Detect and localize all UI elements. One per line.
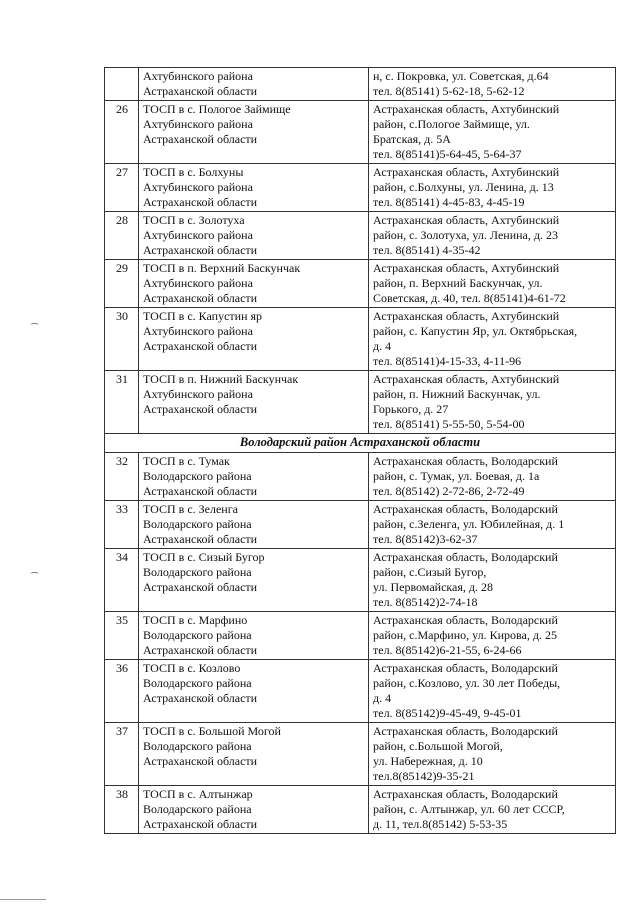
address-line: район, п. Нижний Баскунчак, ул. [373,387,541,401]
address-line: район, с.Марфино, ул. Кирова, д. 25 [373,628,557,642]
office-name-line: ТОСП в с. Тумак [143,454,230,468]
office-name-cell [139,453,369,501]
address-line: Астраханская область, Ахтубинский [373,309,560,323]
address-line: район, с.Болхуны, ул. Ленина, д. 13 [373,180,554,194]
address-cell [369,549,616,612]
address-line: ул. Набережная, д. 10 [373,754,483,768]
address-line: тел. 8(85142) 2-72-86, 2-72-49 [373,484,525,498]
address-line: район, с.Козлово, ул. 30 лет Победы, [373,676,561,690]
office-name-line: ТОСП в с. Болхуны [143,165,244,179]
address-line: д. 4 [373,691,392,705]
office-name-line: Володарского района [143,469,252,483]
address-line: тел. 8(85141)4-15-33, 4-11-96 [373,354,522,368]
address-line: Братская, д. 5А [373,132,451,146]
office-name-cell [139,723,369,786]
table-row [105,260,616,308]
address-line: тел. 8(85141) 5-55-50, 5-54-00 [373,417,525,431]
table-row [105,371,616,434]
office-name-line: ТОСП в с. Сизый Бугор [143,550,265,564]
row-number: 33 [105,501,139,549]
office-name-cell [139,371,369,434]
table-row [105,501,616,549]
address-line: тел. 8(85141) 4-35-42 [373,243,481,257]
address-line: район, с. Капустин Яр, ул. Октябрьская, [373,324,578,338]
address-line: район, с.Зеленга, ул. Юбилейная, д. 1 [373,517,565,531]
table-row [105,101,616,164]
office-name-cell [139,660,369,723]
address-line: район, с. Тумак, ул. Боевая, д. 1а [373,469,540,483]
office-name-line: Астраханской области [143,243,258,257]
address-cell [369,308,616,371]
address-line: Астраханская область, Володарский [373,724,558,738]
office-name-cell [139,308,369,371]
office-name-line: Астраханской области [143,484,258,498]
office-name-line: ТОСП в с. Пологое Займище [143,102,291,116]
office-name-line: Володарского района [143,628,252,642]
address-line: Астраханская область, Володарский [373,502,558,516]
address-line: тел. 8(85142)9-45-49, 9-45-01 [373,706,522,720]
address-line: ул. Первомайская, д. 28 [373,580,493,594]
office-name-line: Астраханской области [143,402,258,416]
row-number: 27 [105,164,139,212]
address-line: район, с.Сизый Бугор, [373,565,487,579]
office-name-cell [139,101,369,164]
office-name-line: Ахтубинского района [143,117,253,131]
office-name-line: Астраханской области [143,339,258,353]
office-name-line: ТОСП в п. Нижний Баскунчак [143,372,299,386]
address-cell [369,260,616,308]
office-name-line: Астраханской области [143,691,258,705]
office-name-line: Ахтубинского района [143,324,253,338]
address-line: Астраханская область, Володарский [373,454,558,468]
office-name-line: Ахтубинского района [143,180,253,194]
table-row [105,308,616,371]
row-number: 35 [105,612,139,660]
address-line: Астраханская область, Ахтубинский [373,261,560,275]
address-cell [369,660,616,723]
table-row [105,612,616,660]
office-name-line: Астраханской области [143,643,258,657]
row-number: 32 [105,453,139,501]
table-row [105,660,616,723]
address-line: Астраханская область, Володарский [373,550,558,564]
row-number: 26 [105,101,139,164]
office-name-line: ТОСП в с. Капустин яр [143,309,263,323]
address-line: тел.8(85142)9-35-21 [373,769,475,783]
address-line: д. 11, тел.8(85142) 5-53-35 [373,817,508,831]
office-name-line: ТОСП в с. Золотуха [143,213,245,227]
row-number: 28 [105,212,139,260]
table-row [105,786,616,834]
office-name-line: ТОСП в п. Верхний Баскунчак [143,261,301,275]
footer-line [0,899,46,900]
office-name-line: Володарского района [143,517,252,531]
office-name-line: Астраханской области [143,580,258,594]
office-name-line: ТОСП в с. Большой Могой [143,724,281,738]
address-line: Горького, д. 27 [373,402,449,416]
office-name-line: Ахтубинского района [143,69,253,83]
address-line: Советская, д. 40, тел. 8(85141)4-61-72 [373,291,566,305]
section-row [105,434,616,453]
address-line: Астраханская область, Володарский [373,787,558,801]
office-name-line: Астраханской области [143,754,258,768]
address-line: Астраханская область, Ахтубинский [373,165,560,179]
table-row [105,164,616,212]
branches-table [104,67,616,834]
office-name-cell [139,549,369,612]
address-line: д. 4 [373,339,392,353]
office-name-line: ТОСП в с. Алтынжар [143,787,253,801]
address-line: тел. 8(85142)6-21-55, 6-24-66 [373,643,522,657]
row-number: 38 [105,786,139,834]
address-line: район, с.Большой Могой, [373,739,503,753]
branches-table-body [105,68,616,834]
table-row [105,723,616,786]
address-line: Астраханская область, Володарский [373,661,558,675]
address-line: тел. 8(85142)2-74-18 [373,595,478,609]
office-name-line: ТОСП в с. Марфино [143,613,248,627]
address-cell [369,371,616,434]
address-line: тел. 8(85141)5-64-45, 5-64-37 [373,147,522,161]
address-line: тел. 8(85141) 4-45-83, 4-45-19 [373,195,525,209]
office-name-line: Астраханской области [143,132,258,146]
office-name-line: Ахтубинского района [143,276,253,290]
address-line: район, с. Золотуха, ул. Ленина, д. 23 [373,228,558,242]
address-line: тел. 8(85142)3-62-37 [373,532,478,546]
section-title: Володарский район Астраханской области [105,434,616,453]
office-name-cell [139,68,369,101]
row-number: 36 [105,660,139,723]
office-name-line: ТОСП в с. Зеленга [143,502,238,516]
office-name-cell [139,164,369,212]
office-name-line: Астраханской области [143,817,258,831]
address-cell [369,612,616,660]
address-line: Астраханская область, Ахтубинский [373,213,560,227]
row-number [105,68,139,101]
table-row [105,549,616,612]
office-name-line: Володарского района [143,565,252,579]
address-line: район, с.Пологое Займище, ул. [373,117,530,131]
address-line: Астраханская область, Володарский [373,613,558,627]
office-name-line: ТОСП в с. Козлово [143,661,241,675]
address-cell [369,501,616,549]
office-name-line: Астраханской области [143,195,258,209]
address-cell [369,68,616,101]
row-number: 34 [105,549,139,612]
office-name-cell [139,501,369,549]
address-cell [369,453,616,501]
office-name-line: Володарского района [143,676,252,690]
office-name-line: Ахтубинского района [143,387,253,401]
office-name-line: Володарского района [143,739,252,753]
table-row [105,212,616,260]
row-number: 29 [105,260,139,308]
margin-mark [30,572,39,576]
address-cell [369,101,616,164]
address-line: тел. 8(85141) 5-62-18, 5-62-12 [373,84,525,98]
row-number: 37 [105,723,139,786]
address-cell [369,212,616,260]
address-line: район, п. Верхний Баскунчак, ул. [373,276,543,290]
address-line: Астраханская область, Ахтубинский [373,372,560,386]
office-name-cell [139,612,369,660]
table-row [105,68,616,101]
margin-mark [30,323,39,327]
office-name-line: Володарского района [143,802,252,816]
address-line: Астраханская область, Ахтубинский [373,102,560,116]
office-name-line: Астраханской области [143,532,258,546]
address-cell [369,164,616,212]
address-line: район, с. Алтынжар, ул. 60 лет СССР, [373,802,565,816]
address-cell [369,786,616,834]
office-name-line: Астраханской области [143,84,258,98]
address-cell [369,723,616,786]
office-name-line: Ахтубинского района [143,228,253,242]
address-line: н, с. Покровка, ул. Советская, д.64 [373,69,549,83]
office-name-cell [139,786,369,834]
row-number: 31 [105,371,139,434]
office-name-cell [139,212,369,260]
office-name-line: Астраханской области [143,291,258,305]
row-number: 30 [105,308,139,371]
table-row [105,453,616,501]
office-name-cell [139,260,369,308]
